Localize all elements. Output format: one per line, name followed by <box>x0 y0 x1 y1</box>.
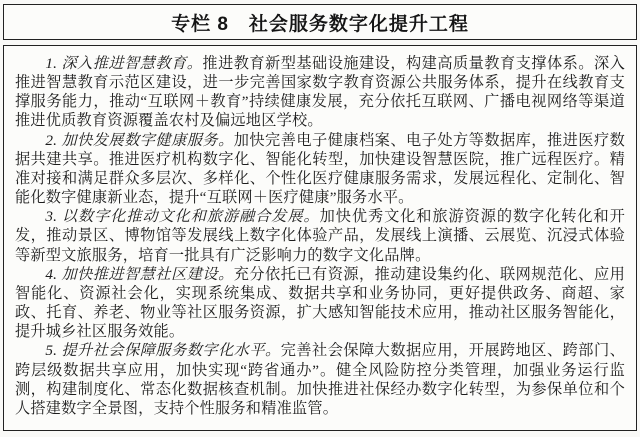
item-5-body: 完善社会保障大数据应用，开展跨地区、跨部门、跨层级数据共享应用，加快实现“跨省通办”。健全风险防控分类管理，加强业务运行监测，构建制度化、常态化数据核查机制。加快推进社保经办数字化转型，为参保单位和个人搭建数字全景图，支持个性服务和精准监管。 <box>15 342 625 417</box>
panel-title: 专栏 8 社会服务数字化提升工程 <box>171 13 469 35</box>
panel-item-3 <box>15 207 625 264</box>
panel-body-box <box>3 45 637 431</box>
panel-title-box <box>3 4 637 40</box>
item-2-body: 加快完善电子健康档案、电子处方等数据库，推进医疗数据共建共享。推进医疗机构数字化、智能化转型，加快建设智慧医院，推广远程医疗。精准对接和满足群众多层次、多样化、个性化医疗健康服务需求，发展远程化、定制化、智能化数字健康新业态，提升“互联网＋医疗健康”服务水平。 <box>15 131 625 207</box>
panel-item-4 <box>15 265 625 342</box>
item-1-body: 推进教育新型基础设施建设，构建高质量教育支撑体系。深入推进智慧教育示范区建设，进一步完善国家数字教育资源公共服务体系，提升在线教育支撑服务能力，推动“互联网＋教育”持续健康发展，充分依托互联网、广播电视网络等渠道推进优质教育资源覆盖农村及偏远地区学校。 <box>15 55 625 130</box>
item-1-lead: 1. 深入推进智慧教育。 <box>45 55 203 72</box>
panel-item-1 <box>15 54 625 131</box>
panel-item-5 <box>15 341 625 418</box>
panel-item-2 <box>15 131 625 208</box>
item-3-body: 加快优秀文化和旅游资源的数字化转化和开发，推动景区、博物馆等发展线上数字化体验产品，发展线上演播、云展览、沉浸式体验等新型文旅服务，培育一批具有广泛影响力的数字文化品牌。 <box>15 208 625 264</box>
item-3-lead: 3. 以数字化推动文化和旅游融合发展。 <box>45 208 320 226</box>
item-4-lead: 4. 加快推进智慧社区建设。 <box>45 265 234 283</box>
item-2-lead: 2. 加快发展数字健康服务。 <box>45 131 234 149</box>
item-4-body: 充分依托已有资源，推动建设集约化、联网规范化、应用智能化、资源社会化，实现系统集成、数据共享和业务协同，更好提供政务、商超、家政、托育、养老、物业等社区服务资源，扩大感知智能技术应用，推动社区服务智能化，提升城乡社区服务效能。 <box>15 265 625 341</box>
item-5-lead: 5. 提升社会保障服务数字化水平。 <box>45 342 281 360</box>
